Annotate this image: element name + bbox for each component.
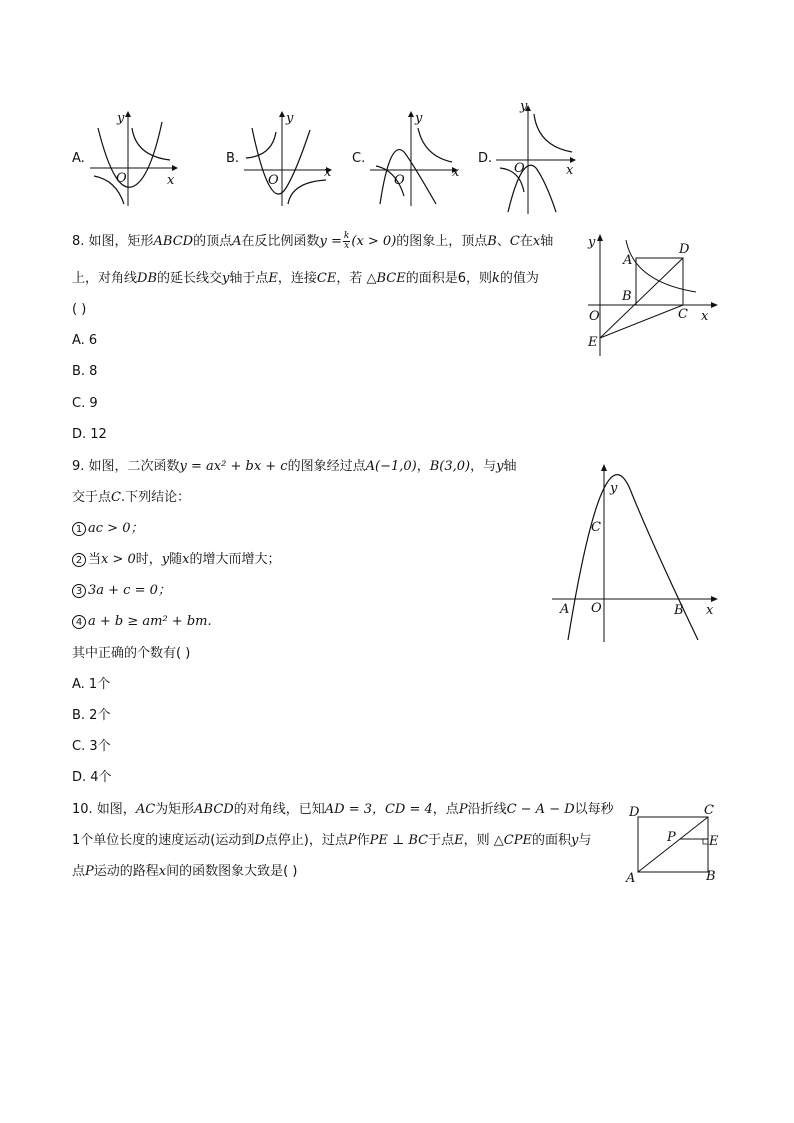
q8-text: 的面积是6，则: [405, 271, 492, 286]
q9-math: 3a + c = 0；: [88, 583, 171, 598]
q9-text: 时，: [135, 552, 162, 567]
q9-text: ，: [416, 459, 430, 474]
q9-conclusion-3: [72, 582, 171, 600]
q9-math: y: [161, 552, 170, 567]
q9-math: x: [182, 552, 190, 567]
q9-text: 的增大而增大；: [189, 552, 281, 567]
q10-text: 运动的路程: [93, 864, 159, 879]
q8-fig-y-label: y: [588, 235, 596, 250]
q7-graph-c[interactable]: [366, 108, 462, 206]
q9-text: 轴: [503, 459, 517, 474]
q10-text: ，则 △: [463, 833, 504, 848]
q9-math: a + b ≥ am² + bm.: [88, 614, 212, 629]
q10-figure: [624, 800, 724, 886]
q10-math: P: [458, 802, 468, 817]
q9-question: 其中正确的个数有( ): [72, 646, 191, 661]
q9-math: x > 0: [101, 552, 136, 567]
q10-math: C − A − D: [506, 802, 575, 817]
q9-figure: [548, 458, 724, 644]
q10-math: y: [570, 833, 579, 848]
q9-math: ac > 0；: [88, 521, 144, 536]
circled-number-3: 3: [72, 584, 86, 598]
q10-text: 点停止)，过点: [264, 833, 348, 848]
circled-number-2: 2: [72, 553, 86, 567]
q8-text: ，连接: [277, 271, 317, 286]
q10-fig-c-label: C: [704, 803, 714, 818]
q9-conclusion-4: [72, 613, 212, 631]
q8-stem-line-1: [72, 232, 553, 251]
q8-figure: [584, 230, 724, 358]
q10-text: 作: [356, 833, 370, 848]
q8-stem-line-2: [72, 270, 539, 288]
q9-conclusion-2: [72, 551, 281, 569]
q9-option-a[interactable]: A. 1个: [72, 677, 111, 692]
q8-text: ，若 △: [336, 271, 377, 286]
q8-frac-numerator: k: [343, 231, 350, 241]
q9-text: ，与: [470, 459, 497, 474]
q7b-x-label: x: [324, 165, 332, 180]
q10-text: 于点: [428, 833, 455, 848]
q8-math: C: [509, 234, 520, 249]
q10-math: CPE: [503, 833, 532, 848]
q9-math: B(3,0): [429, 459, 471, 474]
q10-math: P: [85, 864, 94, 879]
q8-fig-b-label: B: [622, 289, 632, 304]
q8-text: 的值为: [499, 271, 539, 286]
q8-text: 的延长线交: [157, 271, 223, 286]
q9-math: y: [496, 459, 504, 474]
q8-math: A: [232, 234, 242, 249]
q8-frac-denominator: x: [344, 241, 350, 251]
q10-math: E: [454, 833, 464, 848]
q8-math: (x > 0): [351, 234, 397, 249]
q7d-y-label: y: [520, 99, 528, 114]
q8-math: BCE: [376, 271, 406, 286]
q9-text: 9. 如图，二次函数: [72, 459, 180, 474]
q10-math: x: [158, 864, 167, 879]
q8-text: 在反比例函数: [241, 234, 320, 249]
q10-text: 的对角线，已知: [233, 802, 325, 817]
q8-math: y: [222, 271, 230, 286]
q10-text: 沿折线: [467, 802, 507, 817]
q10-text: 1个单位长度的速度运动(运动到: [72, 833, 255, 848]
q10-math: ABCD: [194, 802, 234, 817]
circled-number-1: 1: [72, 522, 86, 536]
q9-math: C: [111, 490, 121, 505]
q10-math: PE ⊥ BC: [369, 833, 429, 848]
q9-fig-x-label: x: [706, 603, 714, 618]
q8-option-d[interactable]: D. 12: [72, 427, 107, 442]
q8-text: 8. 如图，矩形: [72, 234, 154, 249]
q7c-y-label: y: [415, 111, 423, 126]
circled-number-4: 4: [72, 615, 86, 629]
q7-graph-b[interactable]: [240, 108, 336, 206]
q10-text: 与: [578, 833, 592, 848]
q7-option-b-label[interactable]: B.: [226, 151, 240, 166]
q8-option-a[interactable]: A. 6: [72, 333, 98, 348]
q9-option-c[interactable]: C. 3个: [72, 739, 111, 754]
q7a-y-label: y: [117, 111, 125, 126]
q9-option-b[interactable]: B. 2个: [72, 708, 111, 723]
q9-stem-line-1: [72, 458, 517, 476]
q8-fig-e-label: E: [588, 335, 598, 350]
q8-fig-c-label: C: [678, 307, 688, 322]
q10-stem-line-2: [72, 832, 591, 850]
q8-text: 在: [519, 234, 533, 249]
q7-graph-a[interactable]: [90, 108, 182, 206]
q9-math: y = ax² + bx + c: [179, 459, 288, 474]
q9-text: 随: [169, 552, 183, 567]
q8-fig-d-label: D: [679, 242, 690, 257]
q8-math: DB: [137, 271, 157, 286]
q7b-y-label: y: [286, 111, 294, 126]
q9-conclusion-1: [72, 520, 143, 538]
q8-math: x: [532, 234, 541, 249]
q9-fig-o-label: O: [591, 601, 602, 616]
q10-text: ，点: [432, 802, 459, 817]
q10-text: 的面积: [531, 833, 571, 848]
q7d-x-label: x: [566, 163, 574, 178]
q10-math: AD = 3，CD = 4: [324, 802, 433, 817]
q10-stem-line-3: [72, 863, 297, 881]
q9-text: .下列结论：: [120, 490, 191, 505]
q10-math: D: [254, 833, 265, 848]
q8-fig-o-label: O: [589, 309, 600, 324]
q7a-origin-label: O: [116, 171, 127, 186]
q8-math: y =: [319, 234, 342, 249]
q8-text: 的图象上，顶点: [396, 234, 488, 249]
q10-text: 点: [72, 864, 86, 879]
q8-math: k: [492, 271, 500, 286]
q9-stem-line-2: [72, 489, 190, 507]
q9-text: 当: [88, 552, 102, 567]
q8-answer-bracket: ( ): [72, 302, 87, 317]
q8-option-c[interactable]: C. 9: [72, 396, 98, 411]
q10-math: AC: [135, 802, 156, 817]
q10-stem-line-1: [72, 801, 614, 819]
q7a-x-label: x: [167, 173, 175, 188]
q10-text: 为矩形: [155, 802, 195, 817]
q8-text: 、: [496, 234, 510, 249]
q10-fig-b-label: B: [706, 869, 716, 884]
q7d-origin-label: O: [514, 161, 525, 176]
q7-graph-d[interactable]: [494, 98, 586, 216]
q8-math: ABCD: [153, 234, 194, 249]
q9-text: 交于点: [72, 490, 112, 505]
q8-text: 的顶点: [193, 234, 233, 249]
q9-text: 的图象经过点: [287, 459, 366, 474]
q7c-origin-label: O: [394, 173, 405, 188]
q10-text: 间的函数图象大致是( ): [166, 864, 298, 879]
q8-fraction: [343, 232, 350, 251]
q8-math: CE: [316, 271, 337, 286]
q10-fig-a-label: A: [626, 871, 636, 886]
q8-math: B: [487, 234, 497, 249]
q9-fig-a-label: A: [560, 602, 570, 617]
q10-fig-e-label: E: [709, 834, 719, 849]
q8-option-b[interactable]: B. 8: [72, 364, 98, 379]
q8-text: 上，对角线: [72, 271, 138, 286]
q7-option-c-label[interactable]: C.: [352, 151, 366, 166]
q9-fig-c-label: C: [591, 520, 601, 535]
q7c-x-label: x: [452, 165, 460, 180]
q7-option-d-label[interactable]: D.: [478, 151, 493, 166]
q8-math: E: [268, 271, 278, 286]
q7b-origin-label: O: [268, 173, 279, 188]
q9-fig-y-label: y: [610, 481, 618, 496]
q9-fig-b-label: B: [674, 603, 684, 618]
q10-text: 10. 如图，: [72, 802, 136, 817]
q10-fig-d-label: D: [629, 805, 640, 820]
q8-text: 轴: [540, 234, 554, 249]
q10-text: 以每秒: [574, 802, 614, 817]
q7-option-a-label[interactable]: A.: [72, 151, 85, 166]
q8-fig-x-label: x: [701, 309, 709, 324]
q10-math: P: [347, 833, 357, 848]
q10-fig-p-label: P: [667, 830, 676, 845]
q9-option-d[interactable]: D. 4个: [72, 770, 112, 785]
q8-text: 轴于点: [229, 271, 269, 286]
q9-math: A(−1,0): [365, 459, 417, 474]
q8-fig-a-label: A: [623, 253, 633, 268]
